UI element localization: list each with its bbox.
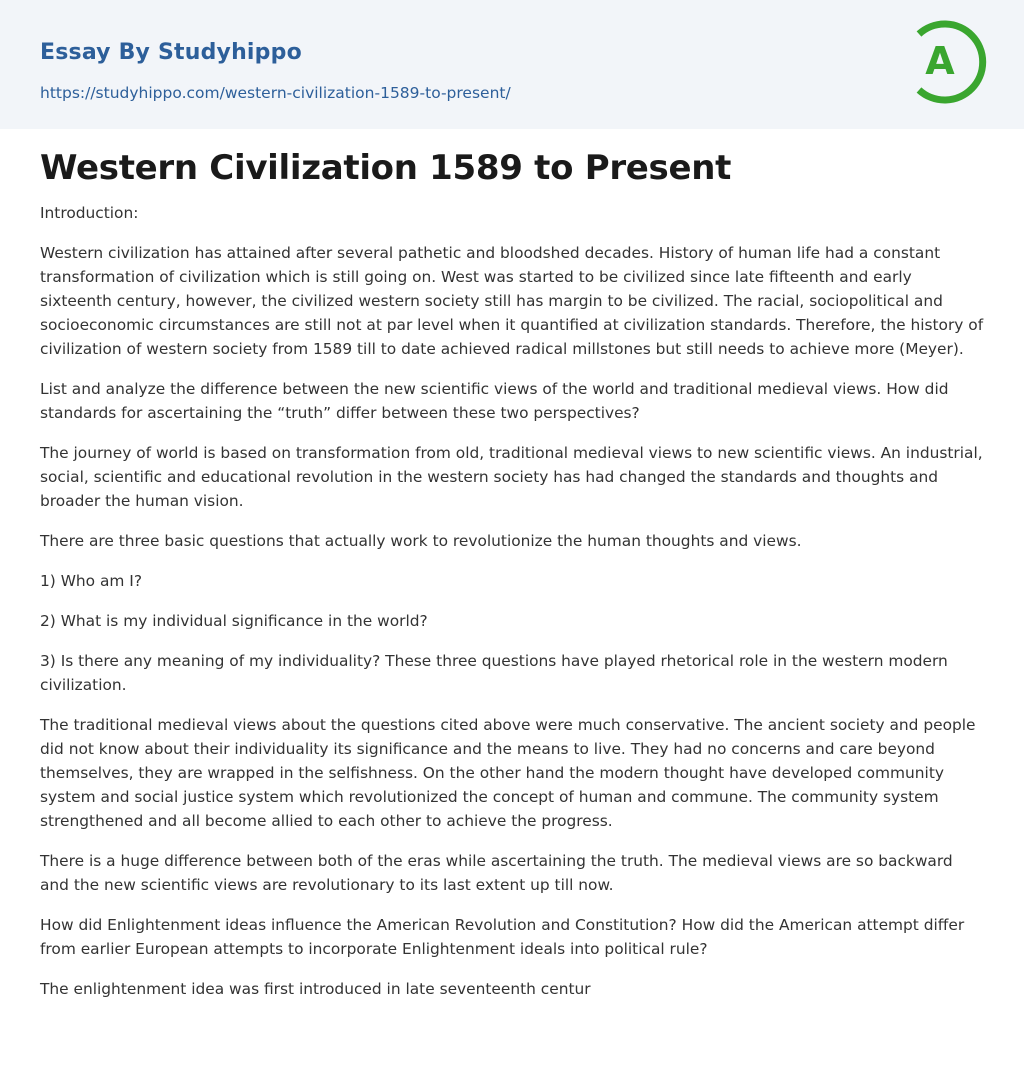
- essay-paragraph: 1) Who am I?: [40, 572, 142, 590]
- essay-paragraph: Western civilization has attained after several pathetic and bloodshed decades. History of human life had a constant transformation of civilization which is still going on. West was started to be civilized since late fifteenth and early sixteenth century, however, the civilized western society still has margin to be civilized. The racial, sociopolitical and socioeconomic circumstances are still not at par level when it quantified at civilization standards. Therefore, the history of civilization of western society from 1589 till to date achieved radical millstones but still needs to achieve more (Meyer).: [40, 244, 984, 358]
- studyhippo-logo-icon[interactable]: [910, 18, 988, 106]
- essay-paragraph: How did Enlightenment ideas influence the American Revolution and Constitution? How did the American attempt differ from earlier European attempts to incorporate Enlightenment ideals into political rule?: [40, 916, 965, 958]
- essay-paragraph: 3) Is there any meaning of my individuality? These three questions have played rhetorical role in the western modern civilization.: [40, 652, 948, 694]
- essay-paragraph: There is a huge difference between both of the eras while ascertaining the truth. The medieval views are so backward and the new scientific views are revolutionary to its last extent up till now.: [40, 852, 953, 894]
- essay-title: Western Civilization 1589 to Present: [40, 148, 732, 188]
- logo-letter: A: [925, 39, 955, 83]
- source-url-link[interactable]: https://studyhippo.com/western-civilization-1589-to-present/: [40, 84, 511, 102]
- essay-paragraph: List and analyze the difference between the new scientific views of the world and traditional medieval views. How did standards for ascertaining the “truth” differ between these two perspectives?: [40, 380, 949, 422]
- essay-body: [40, 201, 984, 1001]
- essay-content: [0, 129, 1024, 1001]
- essay-paragraph: 2) What is my individual significance in the world?: [40, 612, 428, 630]
- essay-paragraph: The enlightenment idea was first introduced in late seventeenth centur: [40, 980, 591, 998]
- essay-paragraph: The journey of world is based on transformation from old, traditional medieval views to new scientific views. An industrial, social, scientific and educational revolution in the western society has had changed the standards and thoughts and broader the human vision.: [40, 444, 983, 510]
- essay-paragraph: Introduction:: [40, 204, 139, 222]
- essay-paragraph: The traditional medieval views about the questions cited above were much conservative. The ancient society and people did not know about their individuality its significance and the means to live. They had no concerns and care beyond themselves, they are wrapped in the selfishness. On the other hand the modern thought have developed community system and social justice system which revolutionized the concept of human and commune. The community system strengthened and all become allied to each other to achieve the progress.: [40, 716, 976, 830]
- essay-paragraph: There are three basic questions that actually work to revolutionize the human thoughts and views.: [40, 532, 802, 550]
- site-title: Essay By Studyhippo: [40, 40, 302, 65]
- site-header: [0, 0, 1024, 129]
